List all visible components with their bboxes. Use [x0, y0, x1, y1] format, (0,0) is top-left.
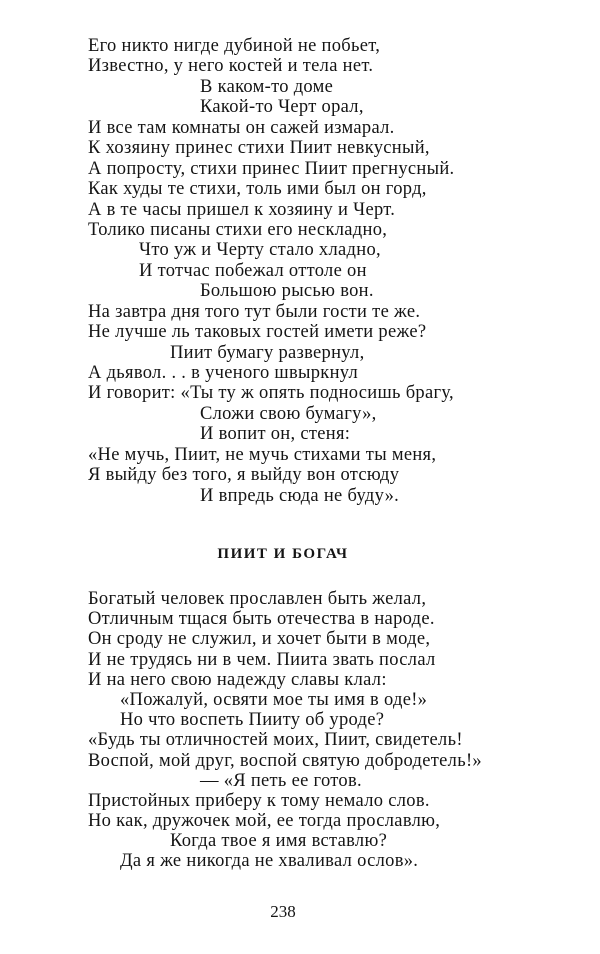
verse-line: Отличным тщася быть отечества в народе. — [88, 609, 435, 630]
verse-line: И на него свою надежду славы клал: — [88, 669, 387, 690]
verse-line: «Пожалуй, освяти мое ты имя в оде!» — [120, 689, 428, 710]
verse-line: Когда твое я имя вставлю? — [170, 831, 388, 852]
poem-previous — [0, 36, 600, 506]
verse-line: А дьявол. . . в ученого швыркнул — [88, 363, 359, 383]
verse-line: А в те часы пришел к хозяину и Черт. — [88, 199, 396, 220]
verse-line: И вопит он, стеня: — [200, 424, 351, 445]
verse-line: Воспой, мой друг, воспой святую добродетель!» — [88, 750, 482, 771]
verse-line: И все там комнаты он сажей измарал. — [88, 117, 395, 138]
verse-line: Пристойных приберу к тому немало слов. — [88, 790, 430, 811]
verse-line: Не лучше ль таковых гостей имети реже? — [88, 322, 427, 343]
verse-line: Я выйду без того, я выйду вон отсюду — [88, 465, 400, 486]
verse-line: Его никто нигде дубиной не побьет, — [88, 36, 381, 56]
verse-line: Сложи свою бумагу», — [200, 403, 377, 424]
verse-line: Богатый человек прославлен быть желал, — [88, 589, 427, 609]
verse-line: И тотчас побежал оттоле он — [139, 260, 367, 281]
poem-title: ПИИТ И БОГАЧ — [217, 546, 349, 562]
verse-line: «Не мучь, Пиит, не мучь стихами ты меня, — [88, 444, 437, 465]
verse-line: Как худы те стихи, толь ими был он горд, — [88, 179, 427, 200]
verse-line: — «Я петь ее готов. — [200, 770, 362, 791]
verse-line: На завтра дня того тут были гости те же. — [88, 301, 421, 322]
verse-line: Какой-то Черт орал, — [200, 97, 364, 118]
verse-line: Да я же никогда не хваливал ослов». — [120, 851, 419, 872]
verse-line: Но что воспеть Пииту об уроде? — [120, 710, 385, 731]
verse-line: А попросту, стихи принес Пиит прегнусный. — [88, 158, 455, 179]
verse-line: В каком-то доме — [200, 76, 334, 97]
verse-line: Он сроду не служил, и хочет быти в моде, — [88, 629, 431, 650]
verse-line: Известно, у него костей и тела нет. — [88, 56, 374, 77]
poem-piit-i-bogach — [0, 589, 600, 872]
verse-line: «Будь ты отличностей моих, Пиит, свидетель! — [88, 730, 463, 751]
verse-line: Но как, дружочек мой, ее тогда прославлю, — [88, 811, 441, 832]
verse-line: И не трудясь ни в чем. Пиита звать послал — [88, 649, 436, 670]
page-number: 238 — [270, 902, 296, 921]
verse-line: И говорит: «Ты ту ж опять подносишь брагу, — [88, 383, 454, 404]
verse-line: К хозяину принес стихи Пиит невкусный, — [88, 138, 430, 159]
verse-line: Что уж и Черту стало хладно, — [139, 240, 381, 261]
verse-line: Толико писаны стихи его нескладно, — [88, 219, 388, 240]
verse-line: И впредь сюда не буду». — [200, 485, 400, 506]
verse-line: Пиит бумагу развернул, — [170, 342, 365, 363]
verse-line: Большою рысью вон. — [200, 281, 374, 302]
